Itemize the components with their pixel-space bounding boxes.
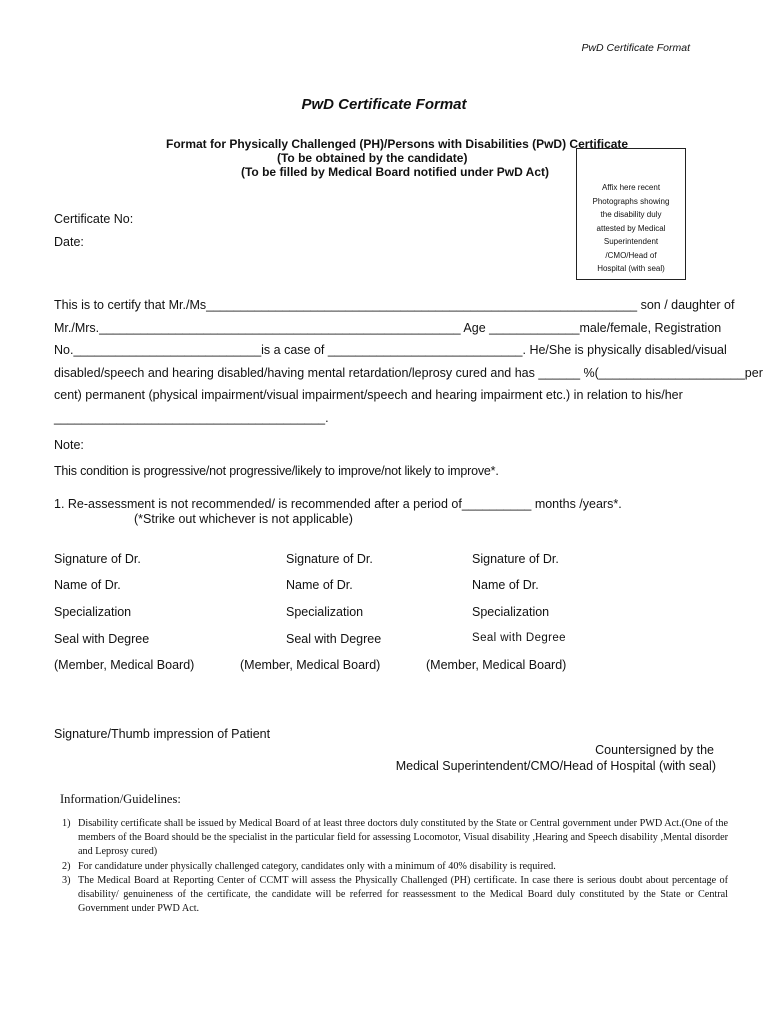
photo-box-line: Affix here recent — [601, 183, 661, 192]
signature-col3-name: Name of Dr. — [472, 578, 539, 592]
guideline-number: 1) — [62, 818, 71, 829]
signature-col2-member: (Member, Medical Board) — [240, 658, 381, 672]
guideline-item — [62, 860, 728, 874]
signature-col3-member: (Member, Medical Board) — [426, 658, 567, 672]
guidelines-heading: Information/Guidelines: — [60, 792, 181, 806]
strike-note: (*Strike out whichever is not applicable) — [134, 512, 353, 526]
signature-col1-name: Name of Dr. — [54, 578, 121, 592]
subtitle-line-2: (To be obtained by the candidate) — [277, 151, 468, 165]
certify-line: Mr./Mrs.____________________________________________________ Age _____________male/female, Registration — [54, 320, 722, 335]
running-header: PwD Certificate Format — [581, 42, 690, 54]
certify-line: _______________________________________. — [54, 410, 329, 425]
condition-text: This condition is progressive/not progressive/likely to improve/not likely to improve*. — [54, 464, 499, 478]
reassessment-text: 1. Re-assessment is not recommended/ is recommended after a period of__________ months /years*. — [54, 497, 622, 511]
photo-box-line: the disability duly — [600, 210, 662, 219]
signature-col1-specialization: Specialization — [54, 605, 132, 619]
certify-line: disabled/speech and hearing disabled/having mental retardation/leprosy cured and has ______ %(_____________________per — [54, 365, 763, 380]
certify-line: No.___________________________is a case of ____________________________. He/She is physically disabled/visual — [54, 343, 727, 357]
guideline-number: 2) — [62, 860, 71, 872]
subtitle-line-3: (To be filled by Medical Board notified under PwD Act) — [241, 165, 550, 179]
signature-col1-member: (Member, Medical Board) — [54, 658, 195, 672]
signature-col2-name: Name of Dr. — [286, 578, 353, 592]
photo-placeholder-box — [576, 148, 686, 280]
photo-box-line: Photographs showing — [592, 196, 670, 206]
signature-col3-seal: Seal with Degree — [472, 632, 566, 644]
certification-paragraph — [54, 294, 763, 429]
photo-box-line: /CMO/Head of — [605, 250, 657, 260]
patient-signature-label: Signature/Thumb impression of Patient — [54, 727, 271, 741]
guideline-text: The Medical Board at Reporting Center of CCMT will assess the Physically Challenged (PH) certificate. In case there is serious doubt about percentage of disability/ genuineness of the certificate, the candidate will be referred for reassessment to the Medical Board duly constituted by the State or Central Government under PWD Act. — [78, 874, 728, 915]
signature-col1-signature: Signature of Dr. — [54, 552, 141, 566]
guidelines-list — [62, 817, 728, 916]
guideline-item — [62, 817, 728, 860]
guideline-text: For candidature under physically challenged category, candidates only with a minimum of 40% disability is required. — [78, 860, 556, 872]
signature-col2-specialization: Specialization — [286, 605, 364, 619]
guideline-item — [62, 874, 728, 917]
certify-line: This is to certify that Mr./Ms______________________________________________________________ son / daughter of — [54, 298, 735, 312]
subtitle-line-1: Format for Physically Challenged (PH)/Persons with Disabilities (PwD) Certificate — [166, 137, 629, 151]
photo-box-line: Superintendent — [603, 237, 659, 246]
signature-col3-specialization: Specialization — [472, 605, 550, 619]
date-label: Date: — [54, 235, 84, 249]
signature-col3-signature: Signature of Dr. — [472, 552, 559, 566]
photo-box-line: attested by Medical — [596, 223, 666, 233]
photo-box-line: Hospital (with seal) — [597, 264, 665, 273]
guideline-number: 3) — [62, 874, 71, 886]
document-title: PwD Certificate Format — [301, 96, 467, 113]
guideline-text: Disability certificate shall be issued by Medical Board of at least three doctors duly constituted by the State or Central government under PWD Act.(One of the members of the Board should be the specialist in the particular field for assessing Locomotor, Visual disability ,Hearing and Speech disability ,Mental disorder and Leprosy cured) — [78, 818, 728, 858]
countersigned-line-1: Countersigned by the — [595, 743, 714, 757]
countersigned-line-2: Medical Superintendent/CMO/Head of Hospital (with seal) — [395, 759, 716, 773]
signature-col2-seal: Seal with Degree — [286, 632, 382, 646]
signature-col2-signature: Signature of Dr. — [286, 552, 373, 566]
note-label: Note: — [54, 438, 84, 452]
certify-line: cent) permanent (physical impairment/visual impairment/speech and hearing impairment etc.) in relation to his/her — [54, 388, 683, 402]
signature-col1-seal: Seal with Degree — [54, 632, 150, 646]
certificate-no-label: Certificate No: — [54, 212, 134, 226]
